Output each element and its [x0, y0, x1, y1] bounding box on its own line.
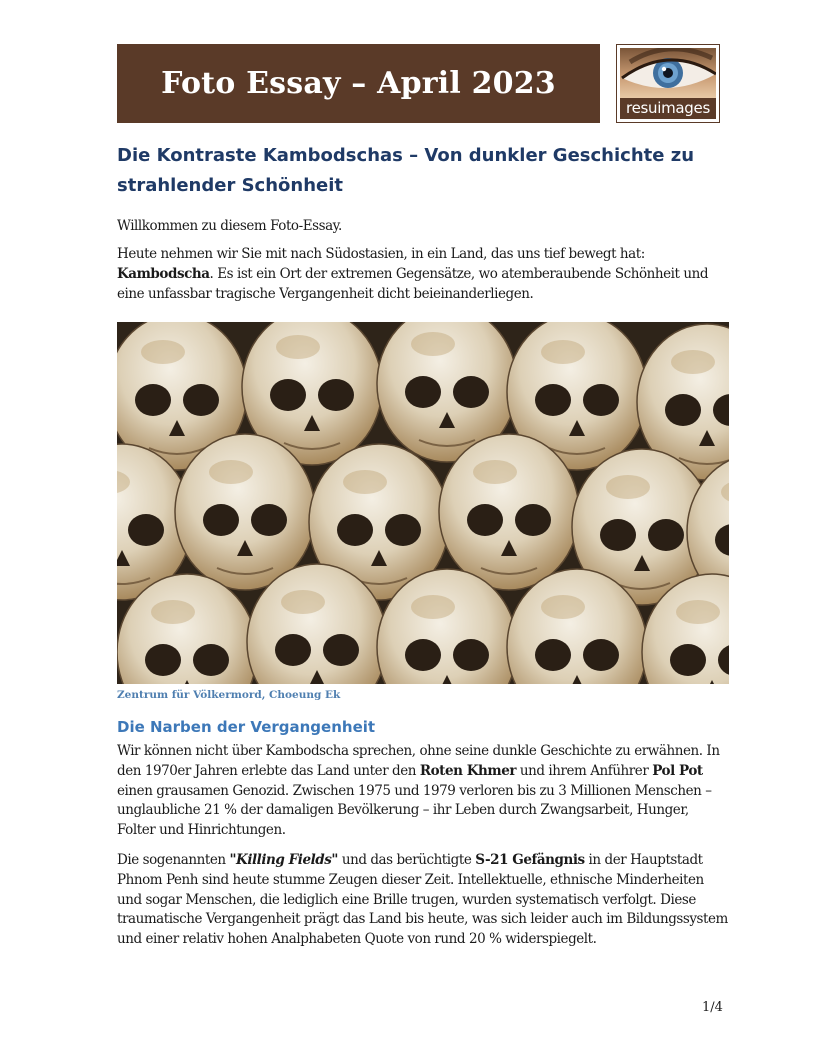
history-paragraph	[117, 742, 729, 841]
bold-term: Kambodscha	[117, 265, 210, 282]
article-title: Die Kontraste Kambodschas – Von dunkler Geschichte zu strahlender Schönheit	[117, 145, 695, 196]
killing-fields-paragraph	[117, 851, 729, 950]
logo-wordmark: resuimages	[620, 98, 716, 119]
skull-illustration	[175, 434, 315, 590]
bold-term: Pol Pot	[652, 762, 703, 779]
brand-logo	[616, 44, 720, 123]
intro-body-paragraph	[117, 245, 729, 304]
title-banner	[117, 44, 600, 123]
text-run: . Es ist ein Ort der extremen Gegensätze, wo atemberaubende Schönheit und eine unfassbar tragische Vergangenheit dicht beieinanderliegen.	[117, 265, 709, 302]
bold-term: S-21 Gefängnis	[475, 852, 585, 868]
text-run: Wir können nicht über Kambodscha sprechen, ohne seine dunkle Geschichte zu erwähnen. In den 1970er Jahren erlebte das Land unter den	[117, 743, 720, 779]
bold-italic-term: "Killing Fields"	[229, 852, 338, 868]
image-caption: Zentrum für Völkermord, Choeung Ek	[117, 689, 341, 701]
text-run: Die sogenannten	[117, 852, 230, 868]
text-run: Heute nehmen wir Sie mit nach Südostasien, in ein Land, das uns tief bewegt hat:	[117, 246, 645, 262]
text-run: einen grausamen Genozid. Zwischen 1975 und 1979 verloren bis zu 3 Millionen Menschen – unglaubliche 21 % der damaligen Bevölkerung – ihr Leben durch Zwangsarbeit, Hunger, Folter und Hinrichtungen.	[117, 782, 712, 839]
skull-illustration	[439, 434, 579, 590]
bold-term: Roten Khmer	[419, 762, 517, 779]
skulls-photo	[117, 322, 729, 684]
eye-icon	[620, 48, 716, 98]
page-title: Foto Essay – April 2023	[161, 66, 556, 101]
section-heading: Die Narben der Vergangenheit	[117, 718, 376, 736]
text-run: und ihrem Anführer	[516, 762, 653, 779]
text-run: und das berüchtigte	[338, 852, 476, 868]
page-number: 1/4	[702, 1000, 723, 1015]
intro-paragraph: Willkommen zu diesem Foto-Essay.	[117, 218, 342, 234]
text-run: in der Hauptstadt Phnom Penh sind heute stumme Zeugen dieser Zeit. Intellektuelle, ethnische Minderheiten und sogar Menschen, die lediglich eine Brille trugen, wurden systematisch verfolgt. Diese traumatische Vergangenheit prägt das Land bis heute, was sich leider auch im Bildungssystem und einer relativ hohen Analphabeten Quote von rund 20 % widerspiegelt.	[117, 852, 728, 948]
